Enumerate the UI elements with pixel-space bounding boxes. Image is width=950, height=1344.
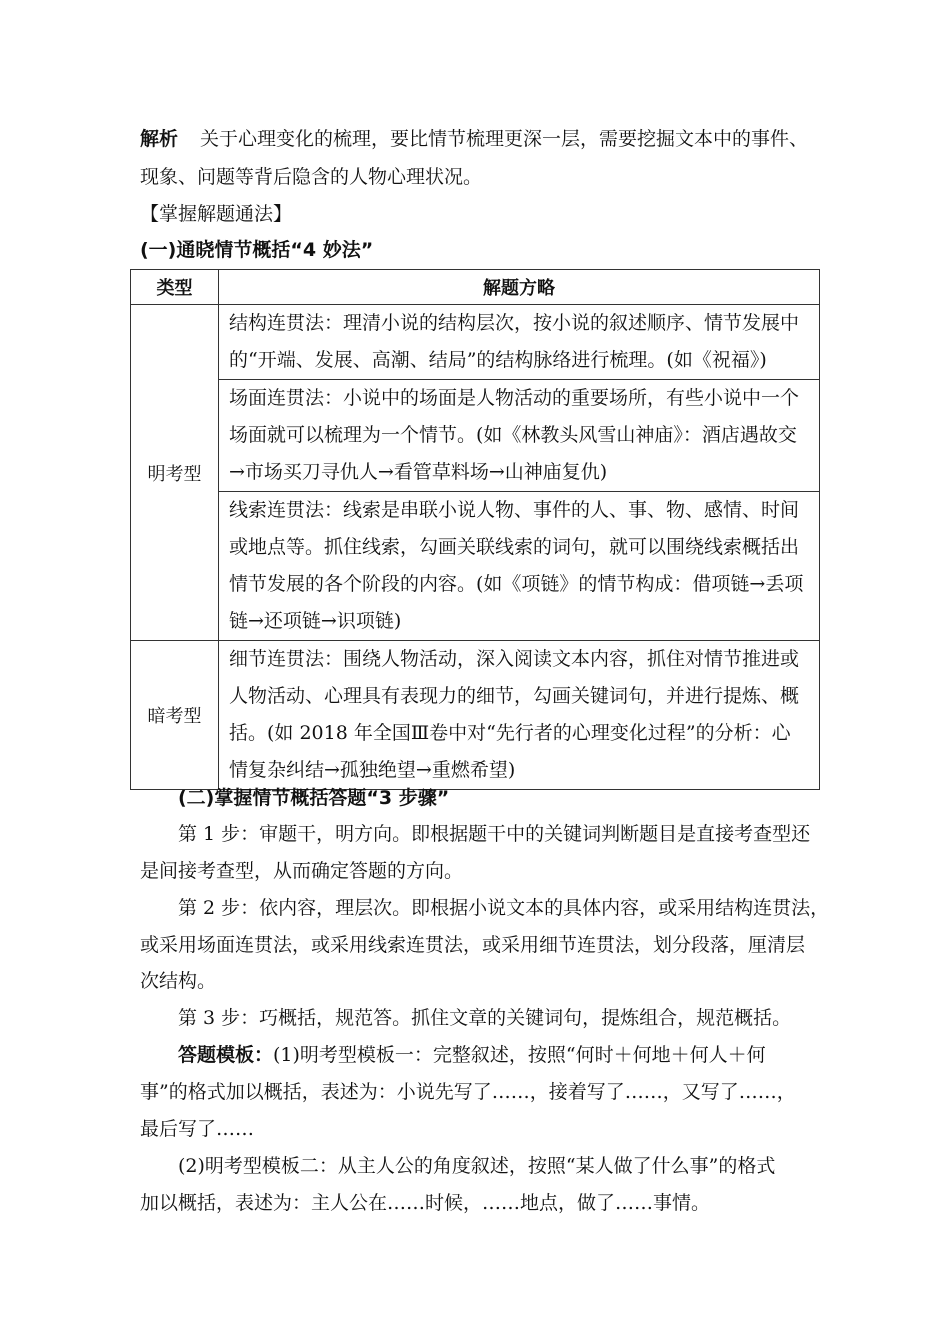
step1-line-2: 是间接考查型，从而确定答题的方向。 xyxy=(140,860,464,882)
header-strategy: 解题方略 xyxy=(219,270,820,305)
table-row xyxy=(131,641,820,790)
strategy-cell-clue xyxy=(219,492,820,641)
part1-title: (一)通晓情节概括“4 妙法” xyxy=(140,239,374,261)
table-row xyxy=(131,492,820,641)
step2-line-1: 第 2 步：依内容，理层次。即根据小说文本的具体内容，或采用结构连贯法， xyxy=(178,897,830,919)
analysis-text: 关于心理变化的梳理，要比情节梳理更深一层，需要挖掘文本中的事件、 xyxy=(200,128,809,150)
cell-line: 细节连贯法：围绕人物活动，深入阅读文本内容，抓住对情节推进或 xyxy=(229,648,800,670)
cell-line: 场面就可以梳理为一个情节。(如《林教头风雪山神庙》：酒店遇故交 xyxy=(229,424,797,446)
template-1-line-3: 最后写了…… xyxy=(140,1118,255,1140)
cell-line: 场面连贯法：小说中的场面是人物活动的重要场所，有些小说中一个 xyxy=(229,387,800,409)
strategy-cell-detail xyxy=(219,641,820,790)
cell-line: 人物活动、心理具有表现力的细节，勾画关键词句，并进行提炼、概 xyxy=(229,685,800,707)
analysis-line-1 xyxy=(140,127,808,151)
step2-line-2: 或采用场面连贯法，或采用线索连贯法，或采用细节连贯法，划分段落，厘清层 xyxy=(140,934,806,956)
step3-line: 第 3 步：巧概括，规范答。抓住文章的关键词句，提炼组合，规范概括。 xyxy=(178,1007,792,1029)
step1-line-1: 第 1 步：审题干，明方向。即根据题干中的关键词判断题目是直接考查型还 xyxy=(178,823,811,845)
table-row xyxy=(131,305,820,380)
template-2-line-1: (2)明考型模板二：从主人公的角度叙述，按照“某人做了什么事”的格式 xyxy=(178,1155,776,1177)
template-1-text: (1)明考型模板一：完整叙述，按照“何时＋何地＋何人＋何 xyxy=(273,1044,766,1066)
cell-line: 或地点等。抓住线索，勾画关联线索的词句，就可以围绕线索概括出 xyxy=(229,536,800,558)
table-header-row xyxy=(131,270,820,305)
part2-title: (二)掌握情节概括答题“3 步骤” xyxy=(178,787,450,809)
template-line-1 xyxy=(178,1043,766,1067)
template-1-line-2: 事”的格式加以概括，表述为：小说先写了……，接着写了……，又写了……， xyxy=(140,1081,796,1103)
section-header: 【掌握解题通法】 xyxy=(140,203,293,225)
type-cell-explicit: 明考型 xyxy=(131,305,219,641)
cell-line: 情复杂纠结→孤独绝望→重燃希望) xyxy=(229,759,516,781)
table-row xyxy=(131,380,820,492)
analysis-line-2: 现象、问题等背后隐含的人物心理状况。 xyxy=(140,166,483,188)
cell-line: 的“开端、发展、高潮、结局”的结构脉络进行梳理。(如《祝福》) xyxy=(229,349,767,371)
template-label: 答题模板： xyxy=(178,1044,274,1066)
header-type: 类型 xyxy=(131,270,219,305)
template-2-line-2: 加以概括，表述为：主人公在……时候，……地点，做了……事情。 xyxy=(140,1192,711,1214)
analysis-label: 解析 xyxy=(140,128,179,150)
cell-line: →市场买刀寻仇人→看管草料场→山神庙复仇) xyxy=(229,461,608,483)
type-cell-implicit: 暗考型 xyxy=(131,641,219,790)
cell-line: 括。(如 2018 年全国Ⅲ卷中对“先行者的心理变化过程”的分析：心 xyxy=(229,722,791,744)
cell-line: 链→还项链→识项链) xyxy=(229,610,402,632)
cell-line: 情节发展的各个阶段的内容。(如《项链》的情节构成：借项链→丢项 xyxy=(229,573,804,595)
strategy-cell-structure xyxy=(219,305,820,380)
step2-line-3: 次结构。 xyxy=(140,970,217,992)
cell-line: 结构连贯法：理清小说的结构层次，按小说的叙述顺序、情节发展中 xyxy=(229,312,800,334)
strategy-cell-scene xyxy=(219,380,820,492)
cell-line: 线索连贯法：线索是串联小说人物、事件的人、事、物、感情、时间 xyxy=(229,499,800,521)
method-table xyxy=(130,269,820,790)
